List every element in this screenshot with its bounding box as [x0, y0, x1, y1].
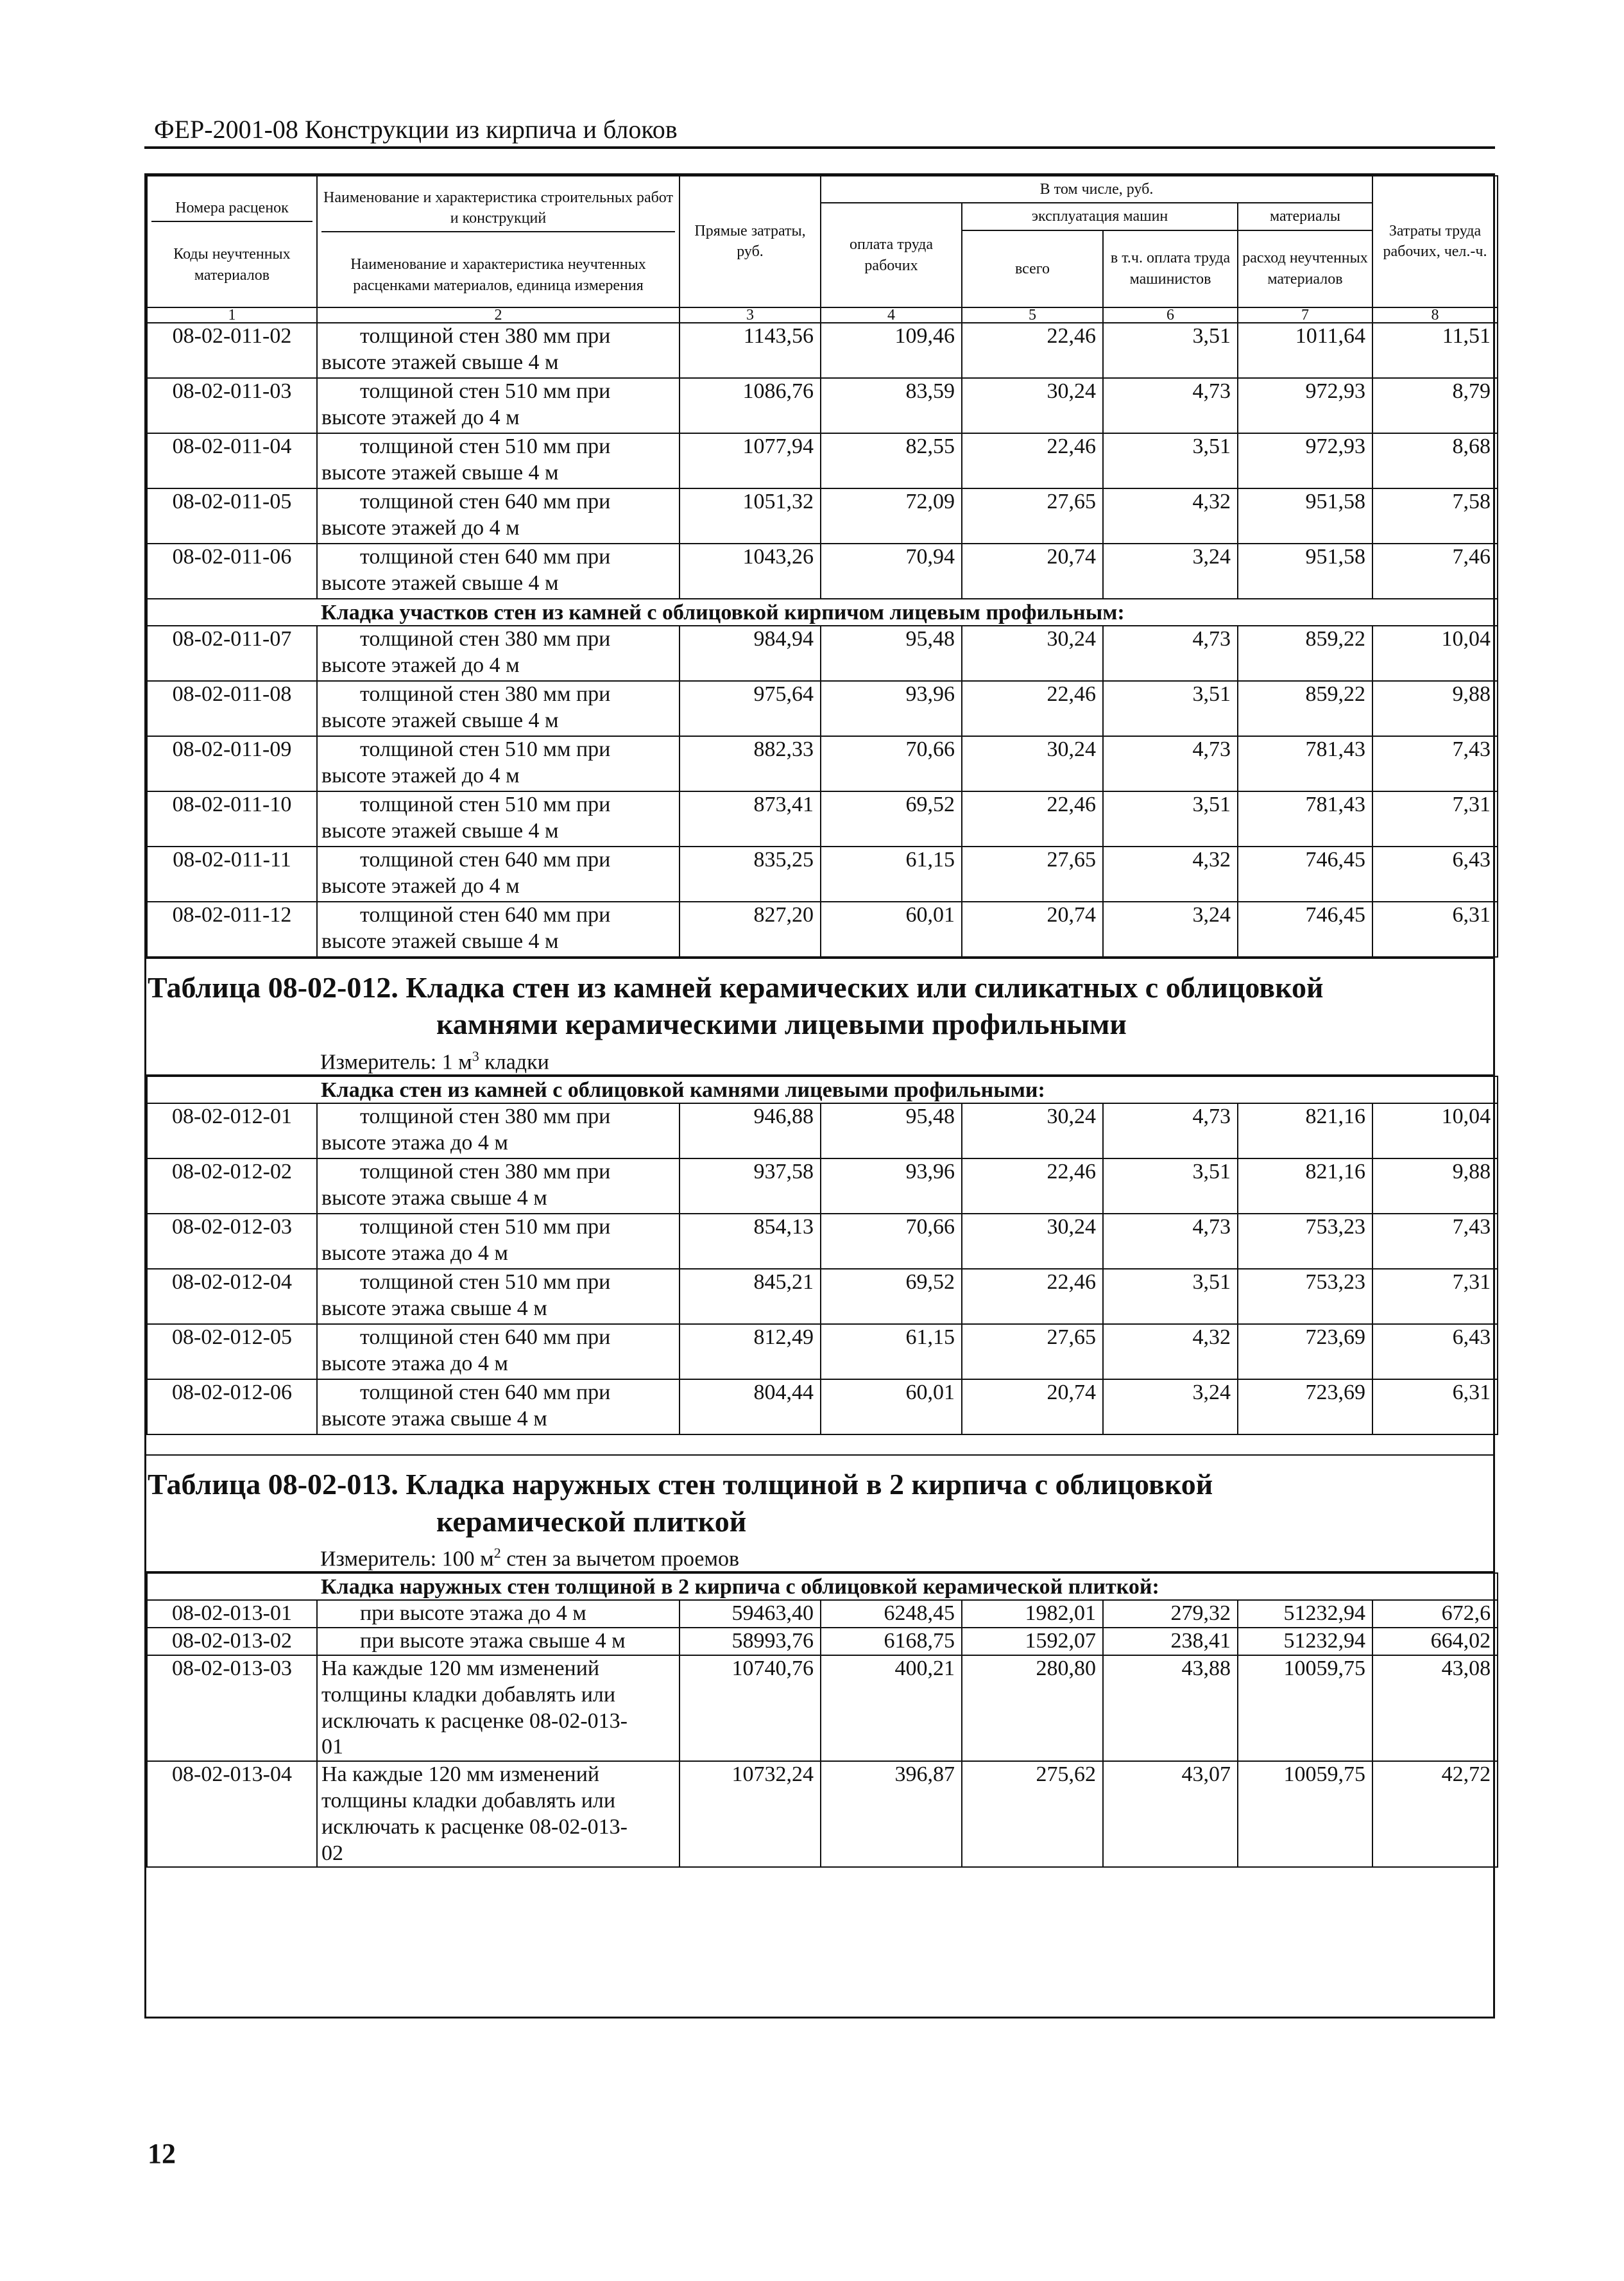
value-machines-pay: 4,73: [1103, 736, 1238, 791]
table-012: [146, 1076, 1498, 1435]
value-labor-hours: 10,04: [1372, 626, 1498, 681]
rate-code: 08-02-011-02: [147, 323, 317, 378]
table-row: [147, 791, 1498, 847]
value-materials: 746,45: [1238, 847, 1372, 902]
value-labor-hours: 8,79: [1372, 378, 1498, 433]
work-description: толщиной стен 510 мм при высоте этажей свыше 4 м: [317, 433, 680, 488]
value-materials: 951,58: [1238, 488, 1372, 544]
value-machines-pay: 3,24: [1103, 902, 1238, 957]
value-labor-pay: 6248,45: [821, 1600, 962, 1628]
work-description: толщиной стен 510 мм при высоте этажей свыше 4 м: [317, 791, 680, 847]
table-012-meter: Измеритель: 1 $м^3$ кладки: [320, 1047, 549, 1074]
col-number: 8: [1372, 307, 1498, 323]
value-direct-costs: 804,44: [680, 1379, 821, 1434]
value-machines-pay: 238,41: [1103, 1628, 1238, 1655]
value-materials: 972,93: [1238, 433, 1372, 488]
value-labor-pay: 72,09: [821, 488, 962, 544]
col-header-machines-pay: в т.ч. оплата труда машинистов: [1103, 230, 1238, 307]
value-labor-hours: 8,68: [1372, 433, 1498, 488]
value-direct-costs: 10740,76: [680, 1655, 821, 1761]
value-direct-costs: 975,64: [680, 681, 821, 736]
value-labor-hours: 7,31: [1372, 791, 1498, 847]
value-labor-pay: 93,96: [821, 681, 962, 736]
value-labor-hours: 42,72: [1372, 1761, 1498, 1867]
col-number: 1: [147, 307, 317, 323]
table-row: [147, 323, 1498, 378]
value-labor-pay: 60,01: [821, 1379, 962, 1434]
value-labor-pay: 6168,75: [821, 1628, 962, 1655]
table-row: [147, 488, 1498, 544]
value-labor-hours: 7,43: [1372, 1214, 1498, 1269]
work-description: толщиной стен 640 мм при высоте этажей свыше 4 м: [317, 544, 680, 599]
rate-code: 08-02-012-05: [147, 1324, 317, 1379]
value-machines-total: 22,46: [962, 1158, 1103, 1214]
rate-code: 08-02-011-11: [147, 847, 317, 902]
value-direct-costs: 984,94: [680, 626, 821, 681]
value-machines-total: 30,24: [962, 736, 1103, 791]
col-header-codes: Номера расценок Коды неучтенных материалов: [147, 176, 317, 307]
value-materials: 781,43: [1238, 736, 1372, 791]
value-materials: 859,22: [1238, 681, 1372, 736]
value-direct-costs: 1043,26: [680, 544, 821, 599]
work-description: толщиной стен 510 мм при высоте этажа свыше 4 м: [317, 1269, 680, 1324]
table-row: [147, 1269, 1498, 1324]
value-direct-costs: 854,13: [680, 1214, 821, 1269]
table-row: [147, 1379, 1498, 1434]
col-header-incl: В том числе, руб.: [821, 176, 1372, 203]
value-machines-pay: 3,24: [1103, 1379, 1238, 1434]
table-012-block: [146, 958, 1493, 1435]
value-machines-pay: 4,32: [1103, 488, 1238, 544]
section-title: Кладка стен из камней с облицовкой камнями лицевыми профильными:: [317, 1076, 1498, 1103]
rate-code: 08-02-011-05: [147, 488, 317, 544]
value-machines-total: 30,24: [962, 1214, 1103, 1269]
table-row: [147, 736, 1498, 791]
value-labor-pay: 109,46: [821, 323, 962, 378]
value-labor-hours: 9,88: [1372, 1158, 1498, 1214]
rate-code: 08-02-011-08: [147, 681, 317, 736]
value-labor-hours: 6,43: [1372, 1324, 1498, 1379]
value-direct-costs: 827,20: [680, 902, 821, 957]
value-materials: 10059,75: [1238, 1655, 1372, 1761]
col-header-materials: материалы: [1238, 203, 1372, 230]
col-header-labor-pay: оплата труда рабочих: [821, 203, 962, 307]
value-labor-pay: 95,48: [821, 626, 962, 681]
col-header-materials-sub: расход неучтенных материалов: [1238, 230, 1372, 307]
value-labor-pay: 70,66: [821, 1214, 962, 1269]
value-labor-hours: 7,43: [1372, 736, 1498, 791]
work-description: при высоте этажа свыше 4 м: [317, 1628, 680, 1655]
value-labor-hours: 6,43: [1372, 847, 1498, 902]
table-row: [147, 1655, 1498, 1761]
value-machines-pay: 3,51: [1103, 1158, 1238, 1214]
value-materials: 10059,75: [1238, 1761, 1372, 1867]
value-labor-hours: 672,6: [1372, 1600, 1498, 1628]
rate-code: 08-02-011-12: [147, 902, 317, 957]
value-machines-total: 27,65: [962, 488, 1103, 544]
running-head: ФЕР-2001-08 Конструкции из кирпича и блоков: [154, 115, 678, 144]
work-description: толщиной стен 380 мм при высоте этажей свыше 4 м: [317, 681, 680, 736]
value-labor-hours: 10,04: [1372, 1103, 1498, 1158]
col-header-machines: эксплуатация машин: [962, 203, 1238, 230]
value-labor-hours: 6,31: [1372, 1379, 1498, 1434]
rate-code: 08-02-011-03: [147, 378, 317, 433]
value-machines-total: 27,65: [962, 847, 1103, 902]
value-materials: 723,69: [1238, 1324, 1372, 1379]
value-direct-costs: 882,33: [680, 736, 821, 791]
work-description: толщиной стен 380 мм при высоте этажа свыше 4 м: [317, 1158, 680, 1214]
table-row: [147, 1158, 1498, 1214]
value-machines-total: 275,62: [962, 1761, 1103, 1867]
value-machines-total: 30,24: [962, 1103, 1103, 1158]
value-materials: 723,69: [1238, 1379, 1372, 1434]
table-row: [147, 1324, 1498, 1379]
col-number: 3: [680, 307, 821, 323]
value-machines-pay: 4,32: [1103, 1324, 1238, 1379]
work-description: толщиной стен 640 мм при высоте этажей до 4 м: [317, 847, 680, 902]
value-machines-total: 30,24: [962, 626, 1103, 681]
value-machines-pay: 43,88: [1103, 1655, 1238, 1761]
value-direct-costs: 845,21: [680, 1269, 821, 1324]
col-number: 7: [1238, 307, 1372, 323]
value-machines-pay: 4,73: [1103, 626, 1238, 681]
work-description: толщиной стен 510 мм при высоте этажей до 4 м: [317, 378, 680, 433]
table-row: [147, 847, 1498, 902]
value-labor-pay: 70,66: [821, 736, 962, 791]
value-machines-total: 22,46: [962, 323, 1103, 378]
table-013-title: Таблица 08-02-013. Кладка наружных стен толщиной в 2 кирпича с облицовкой керамической плиткой: [148, 1468, 1213, 1538]
rate-code: 08-02-013-03: [147, 1655, 317, 1761]
value-materials: 1011,64: [1238, 323, 1372, 378]
table-013: [146, 1572, 1498, 1868]
rate-code: 08-02-012-03: [147, 1214, 317, 1269]
value-machines-total: 30,24: [962, 378, 1103, 433]
value-direct-costs: 835,25: [680, 847, 821, 902]
value-labor-pay: 93,96: [821, 1158, 962, 1214]
work-description: при высоте этажа до 4 м: [317, 1600, 680, 1628]
table-row: [147, 378, 1498, 433]
table-row: [147, 1628, 1498, 1655]
value-labor-hours: 11,51: [1372, 323, 1498, 378]
rate-code: 08-02-012-04: [147, 1269, 317, 1324]
value-direct-costs: 937,58: [680, 1158, 821, 1214]
value-direct-costs: 946,88: [680, 1103, 821, 1158]
rate-code: 08-02-012-02: [147, 1158, 317, 1214]
work-description: толщиной стен 510 мм при высоте этажей до 4 м: [317, 736, 680, 791]
value-labor-hours: 7,31: [1372, 1269, 1498, 1324]
section-title: Кладка наружных стен толщиной в 2 кирпича с облицовкой керамической плиткой:: [317, 1573, 1498, 1600]
value-direct-costs: 10732,24: [680, 1761, 821, 1867]
value-labor-hours: 7,58: [1372, 488, 1498, 544]
rate-code: 08-02-012-06: [147, 1379, 317, 1434]
col-number: 4: [821, 307, 962, 323]
value-labor-pay: 61,15: [821, 1324, 962, 1379]
value-labor-pay: 82,55: [821, 433, 962, 488]
table-row: [147, 1600, 1498, 1628]
value-materials: 781,43: [1238, 791, 1372, 847]
value-machines-total: 280,80: [962, 1655, 1103, 1761]
work-description: толщиной стен 380 мм при высоте этажей до 4 м: [317, 626, 680, 681]
work-description: толщиной стен 380 мм при высоте этажа до 4 м: [317, 1103, 680, 1158]
value-machines-pay: 279,32: [1103, 1600, 1238, 1628]
table-row: [147, 544, 1498, 599]
page-number: 12: [148, 2138, 176, 2169]
table-013-meter: Измеритель: 100 $м^2$ стен за вычетом проемов: [320, 1545, 740, 1571]
value-machines-total: 27,65: [962, 1324, 1103, 1379]
value-materials: 51232,94: [1238, 1628, 1372, 1655]
value-machines-pay: 43,07: [1103, 1761, 1238, 1867]
rate-code: 08-02-013-04: [147, 1761, 317, 1867]
rate-code: 08-02-013-02: [147, 1628, 317, 1655]
value-direct-costs: 873,41: [680, 791, 821, 847]
table-row: [147, 626, 1498, 681]
value-materials: 753,23: [1238, 1269, 1372, 1324]
table-row: [147, 902, 1498, 957]
value-machines-pay: 3,24: [1103, 544, 1238, 599]
value-labor-pay: 69,52: [821, 1269, 962, 1324]
value-machines-pay: 4,32: [1103, 847, 1238, 902]
value-materials: 821,16: [1238, 1158, 1372, 1214]
value-machines-pay: 3,51: [1103, 681, 1238, 736]
value-direct-costs: 1051,32: [680, 488, 821, 544]
value-labor-pay: 95,48: [821, 1103, 962, 1158]
rate-code: 08-02-011-04: [147, 433, 317, 488]
header-rule: [144, 146, 1495, 149]
value-labor-pay: 400,21: [821, 1655, 962, 1761]
value-labor-hours: 43,08: [1372, 1655, 1498, 1761]
value-labor-pay: 69,52: [821, 791, 962, 847]
value-direct-costs: 812,49: [680, 1324, 821, 1379]
price-table-sheet: [144, 173, 1495, 2018]
col-header-direct-costs: Прямые затраты, руб.: [680, 176, 821, 307]
table-013-block: [146, 1454, 1493, 1868]
rate-code: 08-02-011-06: [147, 544, 317, 599]
work-description: На каждые 120 мм изменений толщины кладки добавлять или исключать к расценке 08-02-013- 02: [317, 1761, 680, 1867]
value-machines-total: 22,46: [962, 681, 1103, 736]
value-machines-total: 22,46: [962, 433, 1103, 488]
work-description: толщиной стен 510 мм при высоте этажа до 4 м: [317, 1214, 680, 1269]
table-row: [147, 1103, 1498, 1158]
value-materials: 753,23: [1238, 1214, 1372, 1269]
value-machines-total: 22,46: [962, 1269, 1103, 1324]
value-machines-pay: 4,73: [1103, 1214, 1238, 1269]
work-description: На каждые 120 мм изменений толщины кладки добавлять или исключать к расценке 08-02-013- 01: [317, 1655, 680, 1761]
value-machines-total: 20,74: [962, 902, 1103, 957]
value-labor-hours: 7,46: [1372, 544, 1498, 599]
value-machines-pay: 3,51: [1103, 1269, 1238, 1324]
value-labor-pay: 83,59: [821, 378, 962, 433]
rate-code: 08-02-011-07: [147, 626, 317, 681]
value-materials: 51232,94: [1238, 1600, 1372, 1628]
col-number: 6: [1103, 307, 1238, 323]
col-number: 2: [317, 307, 680, 323]
work-description: толщиной стен 380 мм при высоте этажей свыше 4 м: [317, 323, 680, 378]
value-machines-total: 22,46: [962, 791, 1103, 847]
rate-code: 08-02-012-01: [147, 1103, 317, 1158]
table-row: [147, 1214, 1498, 1269]
value-direct-costs: 1077,94: [680, 433, 821, 488]
table-row: [147, 1761, 1498, 1867]
value-materials: 859,22: [1238, 626, 1372, 681]
value-machines-pay: 3,51: [1103, 323, 1238, 378]
value-labor-pay: 60,01: [821, 902, 962, 957]
value-machines-total: 20,74: [962, 544, 1103, 599]
value-machines-pay: 3,51: [1103, 791, 1238, 847]
work-description: толщиной стен 640 мм при высоте этажа до 4 м: [317, 1324, 680, 1379]
value-labor-hours: 9,88: [1372, 681, 1498, 736]
value-labor-pay: 70,94: [821, 544, 962, 599]
value-direct-costs: 1143,56: [680, 323, 821, 378]
col-header-labor-cost: Затраты труда рабочих, чел.-ч.: [1372, 176, 1498, 307]
table-row: [147, 681, 1498, 736]
section-title: Кладка участков стен из камней с облицовкой кирпичом лицевым профильным:: [317, 599, 1498, 626]
rate-code: 08-02-013-01: [147, 1600, 317, 1628]
value-materials: 951,58: [1238, 544, 1372, 599]
value-direct-costs: 1086,76: [680, 378, 821, 433]
value-direct-costs: 58993,76: [680, 1628, 821, 1655]
work-description: толщиной стен 640 мм при высоте этажей свыше 4 м: [317, 902, 680, 957]
table-011: [146, 175, 1498, 958]
value-labor-pay: 61,15: [821, 847, 962, 902]
value-labor-pay: 396,87: [821, 1761, 962, 1867]
value-materials: 746,45: [1238, 902, 1372, 957]
col-header-machines-total: всего: [962, 230, 1103, 307]
table-012-title: Таблица 08-02-012. Кладка стен из камней керамических или силикатных с облицовкой камнями керамическими лицевыми профильными: [148, 970, 1324, 1041]
value-labor-hours: 6,31: [1372, 902, 1498, 957]
table-row: [147, 433, 1498, 488]
value-machines-total: 1592,07: [962, 1628, 1103, 1655]
value-machines-pay: 4,73: [1103, 1103, 1238, 1158]
value-machines-pay: 4,73: [1103, 378, 1238, 433]
value-machines-pay: 3,51: [1103, 433, 1238, 488]
value-labor-hours: 664,02: [1372, 1628, 1498, 1655]
rate-code: 08-02-011-10: [147, 791, 317, 847]
value-machines-total: 1982,01: [962, 1600, 1103, 1628]
work-description: толщиной стен 640 мм при высоте этажа свыше 4 м: [317, 1379, 680, 1434]
rate-code: 08-02-011-09: [147, 736, 317, 791]
value-direct-costs: 59463,40: [680, 1600, 821, 1628]
value-machines-total: 20,74: [962, 1379, 1103, 1434]
work-description: толщиной стен 640 мм при высоте этажей до 4 м: [317, 488, 680, 544]
value-materials: 821,16: [1238, 1103, 1372, 1158]
col-header-name: Наименование и характеристика строительных работ и конструкций Наименование и характеристика неучтенных расценками материалов, единица измерения: [317, 176, 680, 307]
value-materials: 972,93: [1238, 378, 1372, 433]
col-number: 5: [962, 307, 1103, 323]
